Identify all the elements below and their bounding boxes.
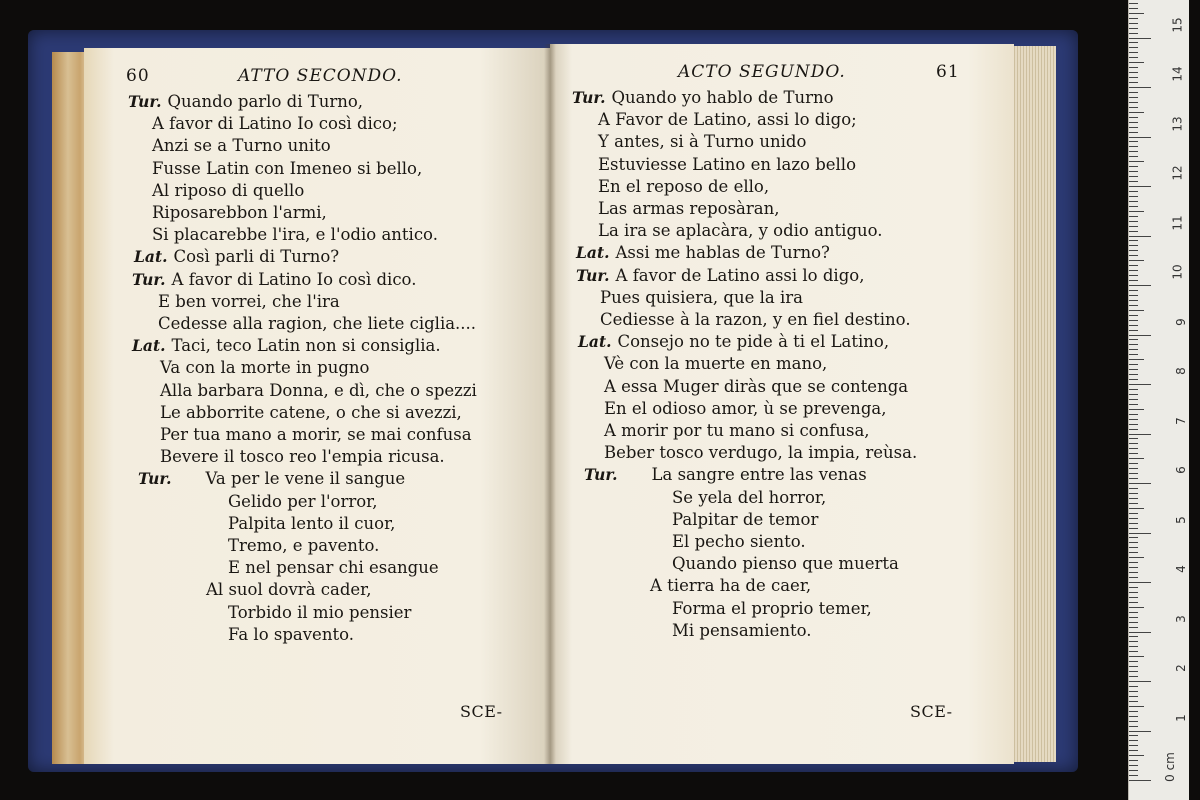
- ruler-tick: [1129, 285, 1151, 286]
- ruler-tick: [1129, 354, 1138, 355]
- text-line: [598, 110, 857, 130]
- verse-text: Cediesse à la razon, y en fiel destino.: [600, 310, 911, 329]
- ruler-tick: [1129, 255, 1138, 256]
- verse-text: En el reposo de ello,: [598, 176, 770, 196]
- verse-text: Beber tosco verdugo, la impia, reùsa.: [604, 443, 918, 463]
- verse-text: Al riposo di quello: [152, 180, 305, 200]
- ruler-tick: [1129, 28, 1138, 29]
- verse-text: A favor di Latino Io così dico.: [171, 269, 417, 289]
- speaker-label: Lat.: [576, 243, 610, 263]
- ruler-tick: [1129, 315, 1138, 316]
- ruler-tick: [1129, 325, 1138, 326]
- ruler-tick: [1129, 339, 1138, 340]
- verse-text: Alla barbara Donna, e dì, che o spezzi: [160, 380, 477, 400]
- ruler-tick: [1129, 290, 1138, 291]
- text-line: [228, 625, 354, 645]
- text-line: [600, 310, 911, 330]
- ruler-tick: [1129, 102, 1138, 103]
- ruler-tick: [1129, 384, 1151, 385]
- ruler-tick: [1129, 592, 1138, 593]
- text-line: [598, 177, 769, 197]
- ruler-tick: [1129, 458, 1144, 459]
- ruler-tick: [1129, 562, 1138, 563]
- ruler-label: 1: [1174, 713, 1189, 722]
- verse-text: Pues quisiera, que la ira: [600, 287, 803, 307]
- text-line: [134, 247, 339, 267]
- ruler-tick: [1129, 132, 1138, 133]
- text-line: [604, 399, 886, 419]
- ruler-tick: [1129, 404, 1138, 405]
- verse-text: El pecho siento.: [672, 532, 806, 551]
- ruler-label: 13: [1170, 115, 1185, 132]
- verse-text: Torbido il mio pensier: [228, 602, 412, 622]
- speaker-label: Lat.: [578, 332, 612, 352]
- ruler-tick: [1129, 359, 1144, 360]
- ruler-tick: [1129, 443, 1138, 444]
- ruler-tick: [1129, 394, 1138, 395]
- ruler-tick: [1129, 280, 1138, 281]
- text-line: [672, 621, 812, 641]
- ruler-tick: [1129, 117, 1138, 118]
- text-line: [600, 288, 803, 308]
- ruler-tick: [1129, 597, 1138, 598]
- ruler-tick: [1129, 557, 1144, 558]
- verse-text: Consejo no te pide à ti el Latino,: [617, 332, 890, 352]
- text-line: [228, 492, 377, 512]
- ruler-tick: [1129, 151, 1138, 152]
- ruler-tick: [1129, 572, 1138, 573]
- measurement-ruler: [1128, 0, 1189, 800]
- ruler-tick: [1129, 468, 1138, 469]
- verse-text: Quando parlo di Turno,: [167, 92, 364, 111]
- ruler-tick: [1129, 161, 1144, 162]
- ruler-tick: [1129, 38, 1151, 39]
- ruler-tick: [1129, 755, 1144, 756]
- text-line: [152, 225, 438, 245]
- ruler-tick: [1129, 216, 1138, 217]
- right-page-edges: [1012, 46, 1056, 762]
- ruler-tick: [1129, 305, 1138, 306]
- text-line: [132, 270, 416, 290]
- ruler-tick: [1129, 77, 1138, 78]
- right-page-header: [550, 62, 1014, 86]
- ruler-tick: [1129, 552, 1138, 553]
- ruler-tick: [1129, 191, 1138, 192]
- ruler-tick: [1129, 112, 1144, 113]
- ruler-tick: [1129, 498, 1138, 499]
- text-line: [228, 558, 439, 578]
- verse-text: Palpita lento il cuor,: [228, 513, 396, 533]
- ruler-tick: [1129, 344, 1138, 345]
- ruler-tick: [1129, 676, 1138, 677]
- verse-text: Le abborrite catene, o che si avezzi,: [160, 402, 462, 422]
- ruler-tick: [1129, 537, 1138, 538]
- ruler-tick: [1129, 434, 1151, 435]
- ruler-tick: [1129, 493, 1138, 494]
- ruler-tick: [1129, 711, 1138, 712]
- ruler-tick: [1129, 211, 1144, 212]
- ruler-tick: [1129, 206, 1138, 207]
- ruler-tick: [1129, 740, 1138, 741]
- verse-text: A Favor de Latino, assi lo digo;: [598, 110, 857, 130]
- speaker-label: Lat.: [132, 336, 166, 356]
- ruler-label: 10: [1170, 264, 1185, 280]
- ruler-tick: [1129, 57, 1138, 58]
- ruler-tick: [1129, 671, 1138, 672]
- ruler-tick: [1129, 399, 1138, 400]
- text-line: [152, 114, 398, 134]
- ruler-label: 11: [1170, 214, 1185, 231]
- ruler-tick: [1129, 374, 1138, 375]
- ruler-tick: [1129, 528, 1138, 529]
- verse-text: La ira se aplacàra, y odio antiguo.: [598, 221, 883, 241]
- text-line: [584, 465, 867, 485]
- ruler-tick: [1129, 770, 1138, 771]
- ruler-tick: [1129, 706, 1144, 707]
- text-line: [228, 514, 395, 534]
- ruler-label: 12: [1170, 165, 1185, 181]
- ruler-tick: [1129, 42, 1138, 43]
- speaker-label: Tur.: [138, 469, 172, 489]
- ruler-tick: [1129, 335, 1151, 336]
- ruler-label: 4: [1174, 565, 1189, 573]
- verse-text: A morir por tu mano si confusa,: [604, 421, 870, 440]
- ruler-tick: [1129, 518, 1138, 519]
- text-line: [672, 599, 872, 619]
- ruler-tick: [1129, 310, 1144, 311]
- ruler-tick: [1129, 424, 1138, 425]
- ruler-tick: [1129, 448, 1138, 449]
- ruler-tick: [1129, 141, 1138, 142]
- ruler-tick: [1129, 62, 1144, 63]
- ruler-tick: [1129, 92, 1138, 93]
- ruler-tick: [1129, 612, 1138, 613]
- ruler-tick: [1129, 607, 1144, 608]
- ruler-tick: [1129, 641, 1138, 642]
- text-line: [160, 381, 477, 401]
- verse-text: Al suol dovrà cader,: [206, 580, 372, 600]
- ruler-tick: [1129, 52, 1138, 53]
- ruler-tick: [1129, 97, 1138, 98]
- left-page-header: [84, 66, 550, 90]
- ruler-tick: [1129, 587, 1138, 588]
- verse-text: En el odioso amor, ù se prevenga,: [604, 398, 887, 418]
- verse-text: E ben vorrei, che l'ira: [158, 291, 340, 311]
- ruler-tick: [1129, 265, 1138, 266]
- verse-text: Mi pensamiento.: [672, 620, 812, 640]
- verse-text: Così parli di Turno?: [173, 247, 340, 267]
- text-line: [578, 332, 889, 352]
- right-catchword: SCE-: [910, 702, 953, 721]
- text-line: [604, 421, 870, 441]
- ruler-tick: [1129, 8, 1138, 9]
- verse-text: Per tua mano a morir, se mai confusa: [160, 425, 472, 444]
- text-line: [158, 314, 476, 334]
- ruler-tick: [1129, 523, 1138, 524]
- ruler-tick: [1129, 775, 1138, 776]
- verse-text: Fa lo spavento.: [228, 624, 354, 644]
- ruler-tick: [1129, 409, 1144, 410]
- text-line: [604, 354, 827, 374]
- ruler-label: 8: [1174, 367, 1189, 375]
- ruler-tick: [1129, 72, 1138, 73]
- ruler-label: 6: [1174, 466, 1189, 474]
- ruler-tick: [1129, 765, 1138, 766]
- ruler-tick: [1129, 87, 1151, 88]
- verse-text: Cedesse alla ragion, che liete ciglia....: [158, 314, 477, 333]
- verse-text: Forma el proprio temer,: [672, 598, 872, 618]
- text-line: [672, 488, 826, 508]
- ruler-tick: [1129, 379, 1138, 380]
- ruler-tick: [1129, 483, 1151, 484]
- verse-text: Gelido per l'orror,: [228, 491, 378, 511]
- text-line: [604, 443, 917, 463]
- ruler-tick: [1129, 270, 1138, 271]
- ruler-tick: [1129, 745, 1138, 746]
- verse-text: Anzi se a Turno unito: [152, 136, 331, 156]
- verse-text: A favor di Latino Io così dico;: [152, 114, 398, 134]
- ruler-tick: [1129, 760, 1138, 761]
- ruler-tick: [1129, 533, 1151, 534]
- ruler-tick: [1129, 82, 1138, 83]
- verse-text: Si placarebbe l'ira, e l'odio antico.: [152, 225, 438, 245]
- ruler-tick: [1129, 686, 1138, 687]
- ruler-tick: [1129, 47, 1138, 48]
- ruler-tick: [1129, 721, 1138, 722]
- verse-text: Palpitar de temor: [672, 509, 819, 529]
- ruler-tick: [1129, 33, 1138, 34]
- left-page: [84, 48, 550, 764]
- text-line: [672, 510, 818, 530]
- text-line: [228, 603, 411, 623]
- verse-text: Fusse Latin con Imeneo si bello,: [152, 158, 423, 178]
- right-page-number: 61: [936, 62, 960, 82]
- ruler-tick: [1129, 320, 1138, 321]
- ruler-tick: [1129, 473, 1138, 474]
- text-line: [598, 155, 856, 175]
- ruler-tick: [1129, 364, 1138, 365]
- text-line: [158, 292, 340, 312]
- verse-text: Las armas reposàran,: [598, 199, 780, 218]
- ruler-label: 2: [1174, 664, 1189, 672]
- ruler-tick: [1129, 503, 1138, 504]
- speaker-label: Tur.: [584, 465, 618, 485]
- ruler-tick: [1129, 547, 1138, 548]
- ruler-label: 0 cm: [1163, 752, 1178, 782]
- ruler-tick: [1129, 245, 1138, 246]
- ruler-tick: [1129, 186, 1151, 187]
- speaker-label: Tur.: [576, 265, 610, 285]
- text-line: [160, 403, 462, 423]
- verse-text: Vè con la muerte en mano,: [604, 354, 828, 374]
- ruler-tick: [1129, 716, 1138, 717]
- text-line: [152, 159, 422, 179]
- text-line: [598, 199, 779, 219]
- ruler-tick: [1129, 231, 1138, 232]
- text-line: [160, 425, 472, 445]
- right-running-head: ACTO SEGUNDO.: [678, 62, 846, 82]
- verse-text: Riposarebbon l'armi,: [152, 203, 327, 222]
- ruler-label: 9: [1174, 317, 1189, 326]
- verse-text: Tremo, e pavento.: [228, 536, 380, 555]
- text-line: [598, 221, 883, 241]
- verse-text: Estuviesse Latino en lazo bello: [598, 154, 857, 174]
- ruler-tick: [1129, 513, 1138, 514]
- ruler-tick: [1129, 438, 1138, 439]
- book-gutter: [544, 44, 556, 764]
- ruler-tick: [1129, 3, 1138, 4]
- left-catchword: SCE-: [460, 702, 503, 721]
- ruler-tick: [1129, 780, 1151, 781]
- speaker-label: Tur.: [132, 269, 166, 289]
- text-line: [572, 88, 834, 108]
- ruler-tick: [1129, 582, 1151, 583]
- ruler-tick: [1129, 171, 1138, 172]
- verse-text: A essa Muger diràs que se contenga: [604, 376, 909, 396]
- left-running-head: ATTO SECONDO.: [238, 66, 403, 86]
- ruler-tick: [1129, 122, 1138, 123]
- text-line: [650, 576, 811, 596]
- text-line: [598, 132, 806, 152]
- ruler-tick: [1129, 13, 1144, 14]
- ruler-tick: [1129, 632, 1151, 633]
- ruler-label: 7: [1174, 416, 1189, 425]
- verse-text: A tierra ha de caer,: [650, 576, 812, 596]
- ruler-label: 5: [1174, 515, 1189, 524]
- verse-text: A favor de Latino assi lo digo,: [615, 265, 865, 285]
- ruler-tick: [1129, 508, 1144, 509]
- ruler-tick: [1129, 453, 1138, 454]
- ruler-tick: [1129, 221, 1138, 222]
- ruler-tick: [1129, 567, 1138, 568]
- text-line: [132, 336, 441, 356]
- ruler-tick: [1129, 18, 1138, 19]
- ruler-tick: [1129, 419, 1138, 420]
- ruler-tick: [1129, 735, 1138, 736]
- text-line: [152, 203, 327, 223]
- text-line: [228, 536, 379, 556]
- ruler-tick: [1129, 156, 1138, 157]
- ruler-tick: [1129, 617, 1138, 618]
- text-line: [576, 243, 830, 263]
- ruler-tick: [1129, 602, 1138, 603]
- ruler-tick: [1129, 691, 1138, 692]
- ruler-tick: [1129, 731, 1151, 732]
- ruler-tick: [1129, 240, 1138, 241]
- right-page: [550, 44, 1014, 764]
- ruler-tick: [1129, 701, 1138, 702]
- text-line: [160, 358, 369, 378]
- ruler-tick: [1129, 651, 1138, 652]
- ruler-tick: [1129, 488, 1138, 489]
- ruler-tick: [1129, 67, 1138, 68]
- text-line: [672, 554, 899, 574]
- ruler-tick: [1129, 300, 1138, 301]
- ruler-tick: [1129, 166, 1138, 167]
- verse-text: Quando yo hablo de Turno: [611, 88, 834, 107]
- text-line: [152, 136, 331, 156]
- ruler-tick: [1129, 107, 1138, 108]
- text-line: [604, 377, 908, 397]
- ruler-tick: [1129, 542, 1138, 543]
- speaker-label: Tur.: [572, 88, 606, 107]
- ruler-tick: [1129, 127, 1138, 128]
- ruler-tick: [1129, 201, 1138, 202]
- ruler-tick: [1129, 666, 1138, 667]
- ruler-tick: [1129, 389, 1138, 390]
- ruler-tick: [1129, 681, 1151, 682]
- ruler-tick: [1129, 176, 1138, 177]
- ruler-tick: [1129, 463, 1138, 464]
- ruler-tick: [1129, 429, 1138, 430]
- ruler-tick: [1129, 181, 1138, 182]
- ruler-tick: [1129, 726, 1138, 727]
- text-line: [128, 92, 363, 112]
- text-line: [206, 580, 372, 600]
- text-line: [152, 181, 304, 201]
- ruler-tick: [1129, 146, 1138, 147]
- verse-text: Y antes, si à Turno unido: [598, 132, 807, 152]
- text-line: [576, 266, 864, 286]
- ruler-tick: [1129, 196, 1138, 197]
- ruler-tick: [1129, 627, 1138, 628]
- ruler-tick: [1129, 414, 1138, 415]
- ruler-tick: [1129, 349, 1138, 350]
- ruler-tick: [1129, 622, 1138, 623]
- verse-text: Va con la morte in pugno: [160, 358, 370, 378]
- ruler-tick: [1129, 577, 1138, 578]
- ruler-label: 3: [1174, 614, 1189, 623]
- ruler-label: 15: [1170, 16, 1185, 33]
- verse-text: Va per le vene il sangue: [205, 469, 406, 489]
- ruler-tick: [1129, 646, 1138, 647]
- ruler-tick: [1129, 226, 1138, 227]
- ruler-tick: [1129, 369, 1138, 370]
- verse-text: E nel pensar chi esangue: [228, 558, 439, 578]
- ruler-tick: [1129, 750, 1138, 751]
- ruler-tick: [1129, 478, 1138, 479]
- text-line: [672, 532, 806, 552]
- ruler-tick: [1129, 636, 1138, 637]
- ruler-tick: [1129, 23, 1138, 24]
- verse-text: Assi me hablas de Turno?: [615, 243, 830, 263]
- ruler-tick: [1129, 696, 1138, 697]
- text-line: [160, 447, 445, 467]
- speaker-label: Tur.: [128, 92, 162, 111]
- ruler-tick: [1129, 275, 1138, 276]
- verse-text: Se yela del horror,: [672, 487, 827, 507]
- ruler-tick: [1129, 260, 1144, 261]
- verse-text: Bevere il tosco reo l'empia ricusa.: [160, 447, 445, 467]
- ruler-tick: [1129, 250, 1138, 251]
- text-line: [138, 469, 405, 489]
- verse-text: Quando pienso que muerta: [672, 554, 899, 574]
- verse-text: Taci, teco Latin non si consiglia.: [171, 336, 441, 356]
- verse-text: La sangre entre las venas: [651, 465, 867, 485]
- ruler-tick: [1129, 661, 1138, 662]
- speaker-label: Lat.: [134, 247, 168, 267]
- ruler-tick: [1129, 137, 1151, 138]
- left-page-number: 60: [126, 66, 150, 86]
- ruler-tick: [1129, 656, 1144, 657]
- ruler-tick: [1129, 295, 1138, 296]
- ruler-label: 14: [1170, 66, 1185, 82]
- ruler-tick: [1129, 330, 1138, 331]
- ruler-tick: [1129, 236, 1151, 237]
